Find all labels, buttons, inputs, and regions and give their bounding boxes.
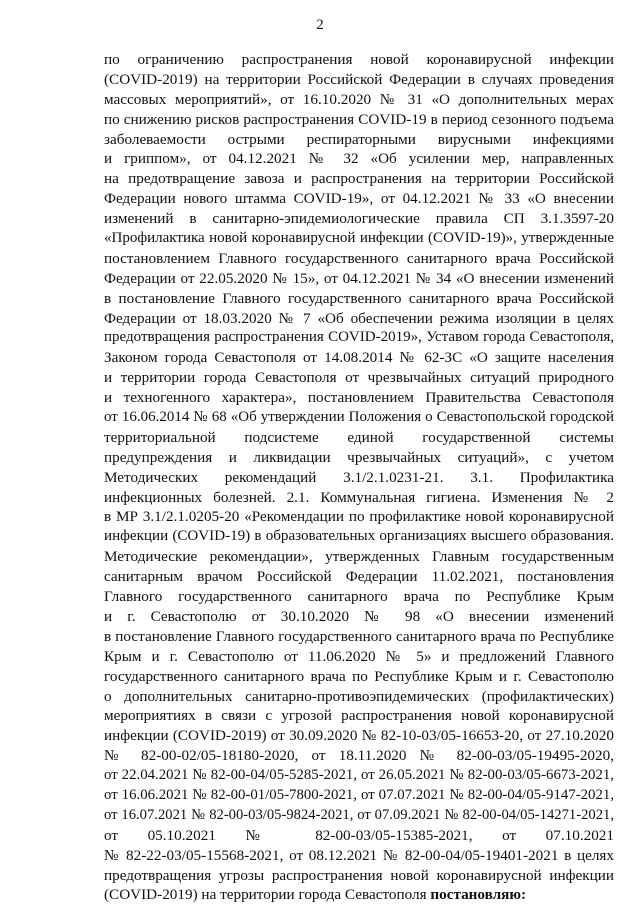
- text-line: Главного государственного санитарного врача по Республике Крым: [104, 588, 614, 606]
- text-line: от 16.06.2014 № 68 «Об утверждении Положения о Севастопольской городской: [104, 409, 614, 426]
- document-body: [104, 50, 614, 905]
- text-line: и г. Севастополю от 30.10.2020 № 98 «О внесении изменений: [104, 607, 614, 625]
- text-line: на предотвращение завоза и распространения на территории Российской: [104, 170, 614, 188]
- text-line: заболеваемости острыми респираторными вирусными инфекциями: [104, 130, 614, 148]
- text-line: государственного санитарного врача по Республике Крым и г. Севастополю: [104, 667, 614, 685]
- text-line: от 16.07.2021 № 82-00-03/05-9824-2021, от 07.09.2021 № 82-00-04/05-14271-2021,: [104, 806, 614, 823]
- text-line: и гриппом», от 04.12.2021 № 32 «Об усилении мер, направленных: [104, 150, 614, 168]
- text-line: мероприятиях в связи с угрозой распространения новой коронавирусной: [104, 707, 614, 725]
- text-line: и территории города Севастополя от чрезвычайных ситуаций природного: [104, 369, 614, 387]
- text-line: Методических рекомендаций 3.1/2.1.0231-21. 3.1. Профилактика: [104, 468, 614, 486]
- text-line: «Профилактика новой коронавирусной инфекции (COVID-19)», утвержденные: [104, 230, 614, 247]
- text-line: предотвращения распространения COVID-2019», Уставом города Севастополя,: [104, 329, 614, 346]
- text-line: изменений в санитарно-эпидемиологические правила СП 3.1.3597-20: [104, 210, 614, 228]
- text-line: Законом города Севастополя от 14.08.2014 № 62-ЗС «О защите населения: [104, 349, 614, 367]
- text-line: постановлением Главного государственного санитарного врача Российской: [104, 249, 614, 267]
- text-line: от 16.06.2021 № 82-00-01/05-7800-2021, от 07.07.2021 № 82-00-04/05-9147-2021,: [104, 786, 614, 803]
- text-line: Методические рекомендации», утвержденных Главным государственным: [104, 548, 614, 566]
- text-line: инфекции (COVID-19) в образовательных организациях высшего образования.: [104, 528, 614, 545]
- text-line: Федерации от 22.05.2020 № 15», от 04.12.2021 № 34 «О внесении изменений: [104, 269, 614, 287]
- text-line: предотвращения угрозы распространения новой коронавирусной инфекции: [104, 866, 614, 884]
- text-line: инфекции (COVID-2019) от 30.09.2020 № 82-10-03/05-16653-20, от 27.10.2020: [104, 727, 614, 745]
- closing-line: [104, 885, 614, 905]
- text-line: территориальной подсистеме единой государственной системы: [104, 428, 614, 446]
- text-line: массовых мероприятий», от 16.10.2020 № 31 «О дополнительных мерах: [104, 90, 614, 108]
- text-line: в МР 3.1/2.1.0205-20 «Рекомендации по профилактике новой коронавирусной: [104, 508, 614, 526]
- page-number: 2: [316, 17, 324, 33]
- text-line: в постановление Главного государственного санитарного врача Российской: [104, 289, 614, 307]
- text-line: и техногенного характера», постановлением Правительства Севастополя: [104, 389, 614, 407]
- text-line: в постановление Главного государственного санитарного врача по Республике: [104, 627, 614, 645]
- text-line: от 22.04.2021 № 82-00-04/05-5285-2021, от 26.05.2021 № 82-00-03/05-6673-2021,: [104, 767, 614, 784]
- text-line: от 05.10.2021 № 82-00-03/05-15385-2021, от 07.10.2021: [104, 826, 614, 844]
- text-line: Крым и г. Севастополю от 11.06.2020 № 5» и предложений Главного: [104, 647, 614, 665]
- text-line: № 82-00-02/05-18180-2020, от 18.11.2020 № 82-00-03/05-19495-2020,: [104, 747, 614, 765]
- text-line: Федерации от 18.03.2020 № 7 «Об обеспечении режима изоляции в целях: [104, 309, 614, 327]
- text-line: о дополнительных санитарно-противоэпидемических (профилактических): [104, 687, 614, 705]
- text-line: санитарным врачом Российской Федерации 11.02.2021, постановления: [104, 568, 614, 586]
- text-line: по снижению рисков распространения COVID-19 в период сезонного подъема: [104, 110, 614, 128]
- closing-text: (COVID-2019) на территории города Севастополя: [104, 886, 431, 904]
- text-line: по ограничению распространения новой коронавирусной инфекции: [104, 51, 614, 68]
- text-line: (COVID-2019) на территории Российской Федерации в случаях проведения: [104, 70, 614, 88]
- resolution-keyword: постановляю:: [430, 886, 527, 904]
- text-line: инфекционных болезней. 2.1. Коммунальная гигиена. Изменения № 2: [104, 488, 614, 506]
- text-line: Федерации нового штамма COVID-19», от 04.12.2021 № 33 «О внесении: [104, 190, 614, 208]
- text-line: предупреждения и ликвидации чрезвычайных ситуаций», с учетом: [104, 448, 614, 466]
- text-line: № 82-22-03/05-15568-2021, от 08.12.2021 № 82-00-04/05-19401-2021 в целях: [104, 846, 614, 864]
